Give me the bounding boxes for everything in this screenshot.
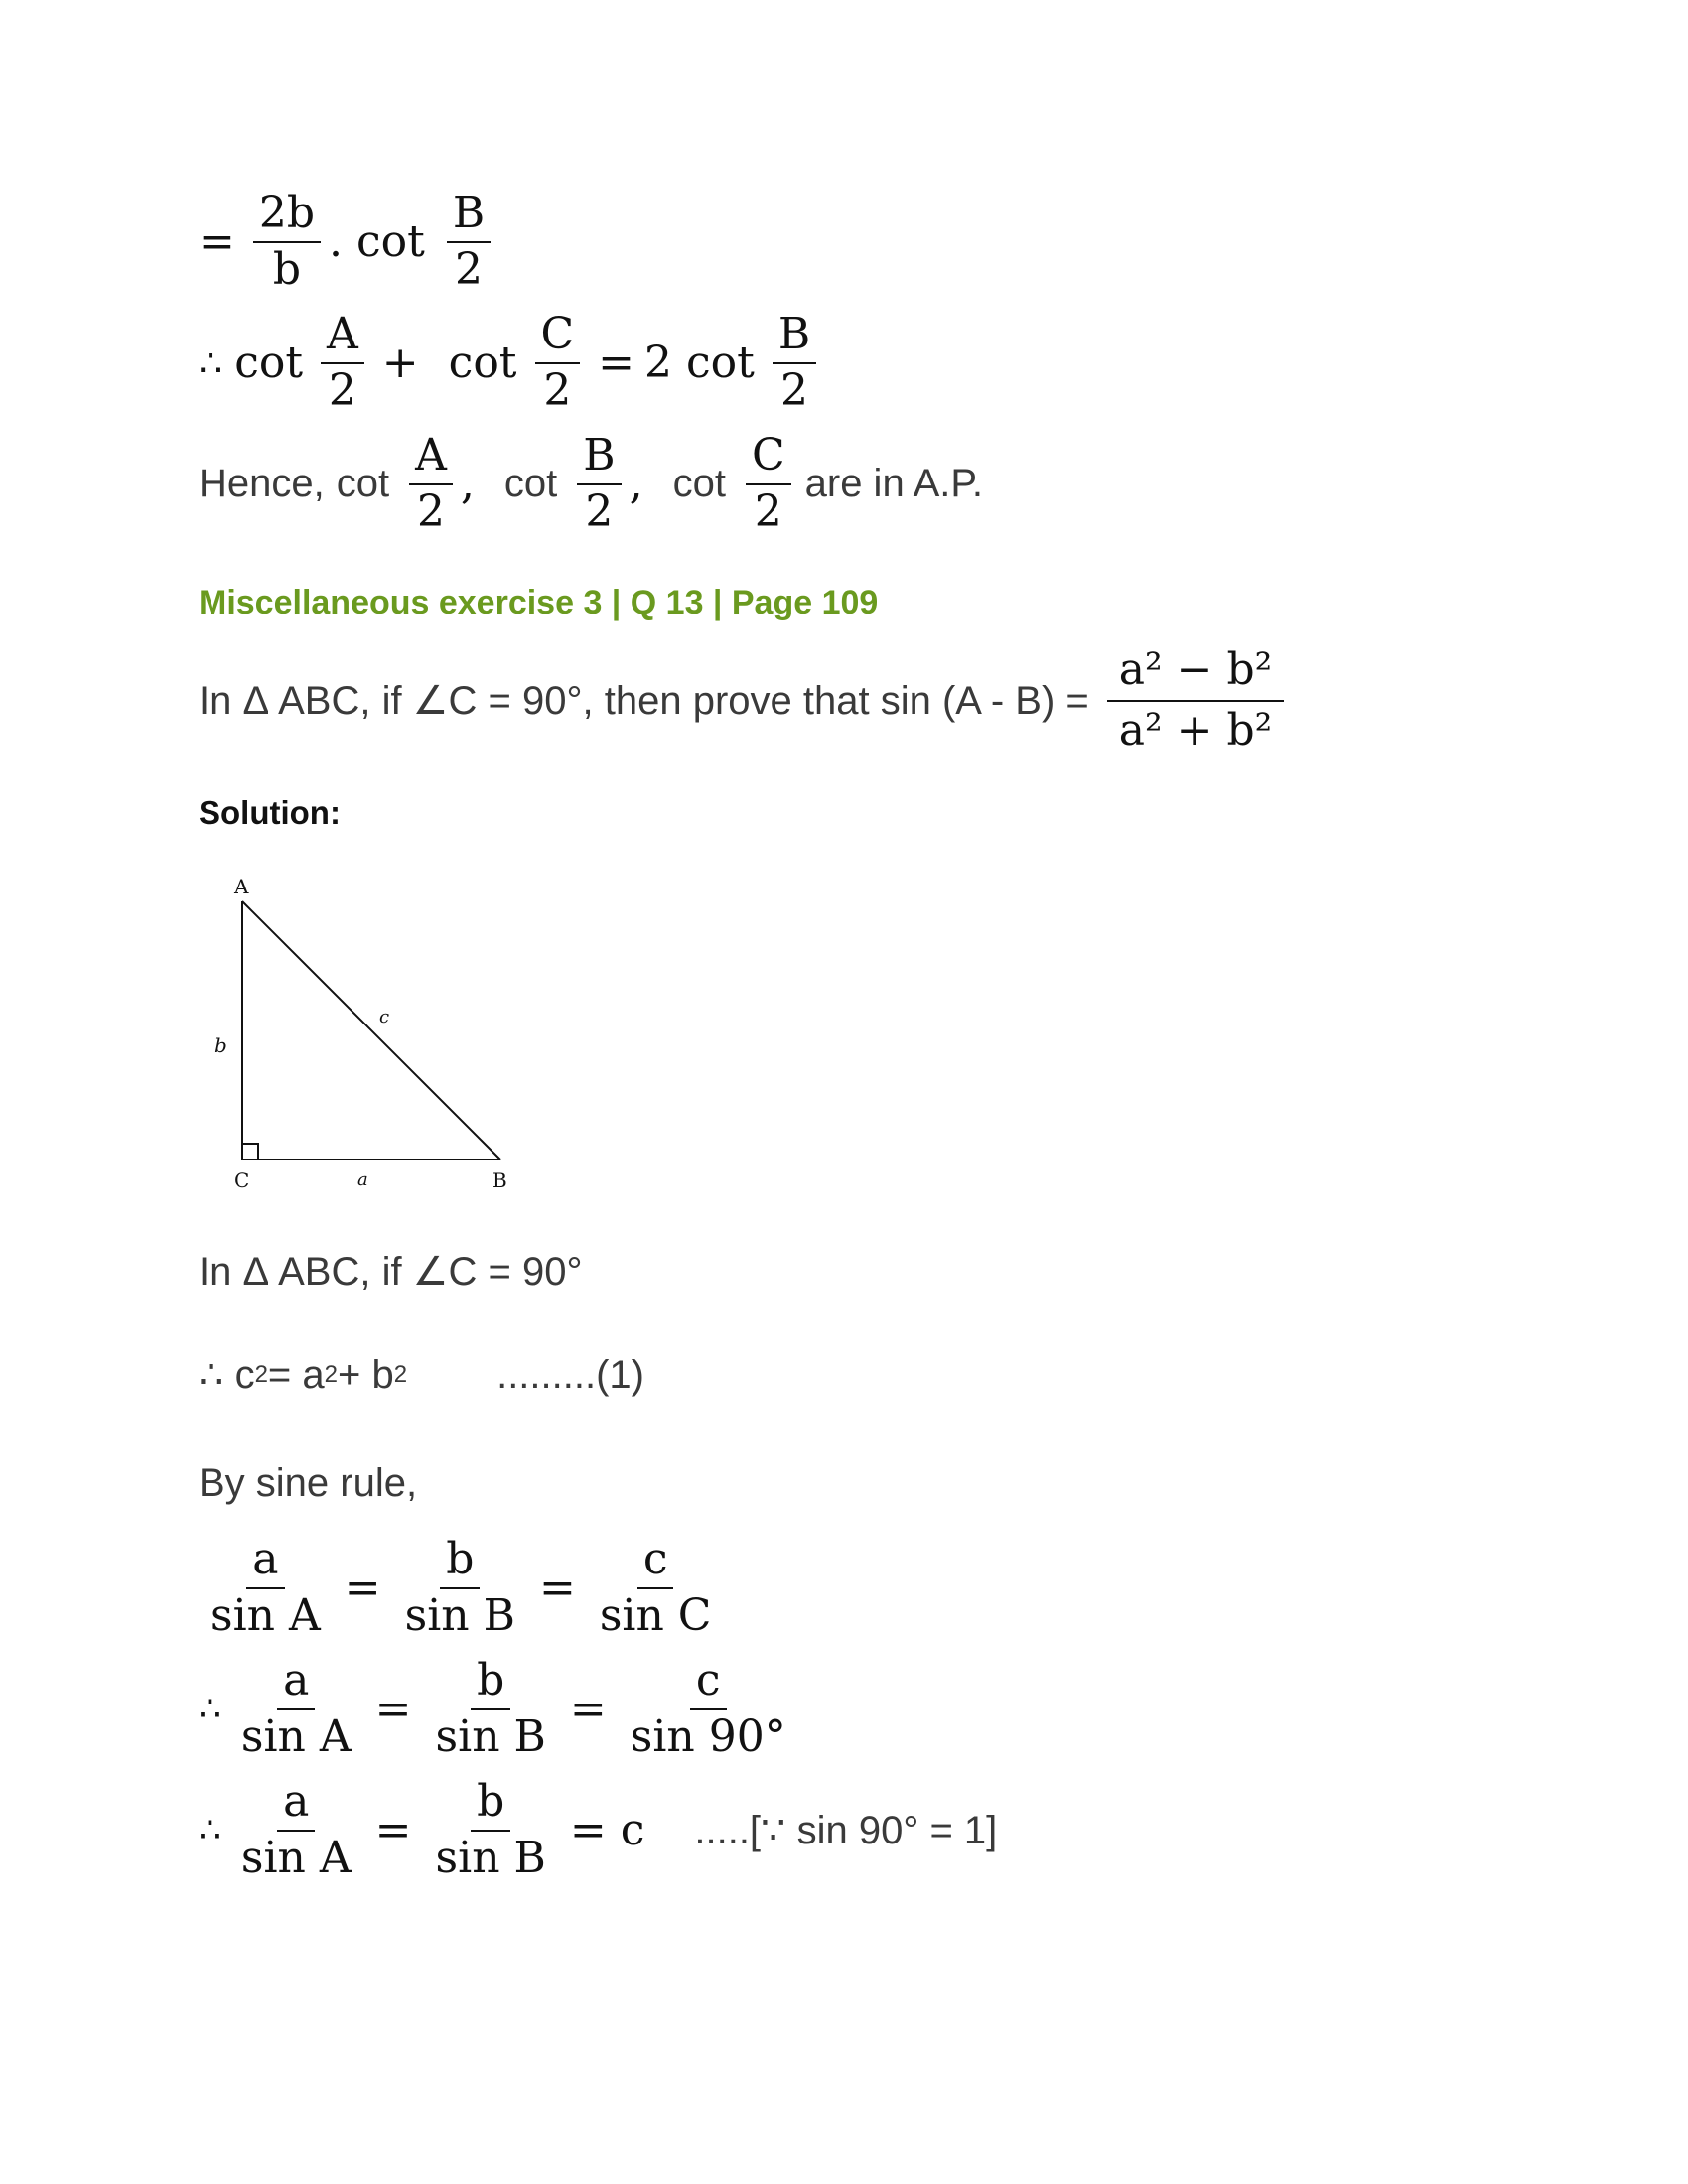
equation-line-1 (199, 189, 498, 295)
cot-label: cot (336, 462, 390, 506)
comma: , (629, 459, 643, 510)
fraction-c-over-sin90 (625, 1656, 792, 1762)
term-b: + b (338, 1352, 394, 1397)
dot-cot: . cot (329, 216, 425, 268)
equals-sign: = (374, 1684, 412, 1735)
fraction-b-over-sinB (430, 1777, 552, 1883)
plus-sign: + (381, 338, 419, 389)
denominator: sin B (435, 1710, 546, 1762)
exponent: 2 (324, 1361, 338, 1388)
therefore-symbol: ∴ (199, 341, 223, 385)
fraction-c-over-sinC (594, 1535, 718, 1641)
denominator: 2 (417, 485, 445, 537)
equals-sign: = (374, 1805, 412, 1856)
fraction-b-over-2 (773, 310, 816, 416)
question-statement (199, 645, 1292, 755)
therefore-symbol: ∴ (199, 1810, 221, 1851)
conclusion-text: are in A.P. (804, 462, 984, 506)
question-heading: Miscellaneous exercise 3 | Q 13 | Page 109 (199, 584, 879, 621)
numerator: C (535, 310, 581, 364)
denominator: sin B (404, 1589, 515, 1641)
exponent: 2 (393, 1361, 408, 1388)
equation-reference: .........(1) (496, 1352, 644, 1397)
denominator: sin A (240, 1832, 352, 1883)
cot-label: cot (503, 462, 558, 506)
comma: , (460, 459, 475, 510)
hence-text: Hence, (199, 462, 325, 506)
numerator: B (577, 431, 621, 485)
numerator: a (246, 1535, 284, 1589)
fraction-2b-over-b (253, 189, 321, 295)
numerator: C (746, 431, 791, 485)
right-angle-mark (242, 1144, 258, 1160)
numerator: B (773, 310, 816, 364)
numerator: a (277, 1777, 315, 1832)
fraction-c-over-2 (535, 310, 581, 416)
fraction-a-over-sinA (235, 1656, 357, 1762)
step-sine-rule-label: By sine rule, (199, 1461, 418, 1505)
vertex-c-label: C (234, 1168, 250, 1192)
term-a: = a (267, 1352, 325, 1397)
numerator: a² − b² (1107, 645, 1285, 702)
side-b-label: b (214, 1033, 227, 1057)
therefore-symbol: ∴ (199, 1689, 221, 1730)
two-cot-label: 2 cot (644, 338, 755, 389)
side-ab (242, 901, 500, 1160)
numerator: B (447, 189, 491, 243)
denominator: sin A (240, 1710, 352, 1762)
denominator: 2 (328, 364, 356, 416)
equals-sign: = (569, 1684, 607, 1735)
fraction-b-over-2 (447, 189, 491, 295)
step-given: In Δ ABC, if ∠C = 90° (199, 1250, 583, 1294)
side-c-label: c (379, 1007, 390, 1027)
numerator: b (471, 1656, 510, 1710)
numerator: c (637, 1535, 674, 1589)
question-fraction (1107, 645, 1285, 755)
denominator: sin C (599, 1589, 712, 1641)
denominator: sin A (211, 1589, 321, 1641)
fraction-a-over-2 (409, 431, 453, 537)
solution-label: Solution: (199, 794, 341, 831)
fraction-a-over-sinA (205, 1535, 327, 1641)
denominator: b (272, 243, 302, 295)
equals-c: = c (569, 1805, 645, 1856)
vertex-a-label: A (234, 875, 249, 898)
numerator: c (690, 1656, 727, 1710)
denominator: 2 (455, 243, 484, 295)
fraction-a-over-sinA (235, 1777, 357, 1883)
right-triangle-figure (199, 864, 556, 1201)
equation-line-2 (199, 310, 824, 416)
fraction-b-over-2 (577, 431, 621, 537)
side-a-label: a (357, 1169, 368, 1190)
equals-sign: = (344, 1563, 381, 1614)
denominator: a² + b² (1118, 704, 1273, 755)
numerator: A (409, 431, 453, 485)
numerator: A (321, 310, 364, 364)
cot-label: cot (234, 338, 304, 389)
denominator: sin B (435, 1832, 546, 1883)
fraction-b-over-sinB (430, 1656, 552, 1762)
fraction-a-over-2 (321, 310, 364, 416)
denominator: 2 (780, 364, 809, 416)
denominator: 2 (754, 485, 782, 537)
sine-rule-row-1 (205, 1535, 725, 1641)
exponent: 2 (254, 1361, 268, 1388)
denominator: sin 90° (630, 1710, 786, 1762)
equation-line-3 (199, 431, 983, 537)
question-text: In Δ ABC, if ∠C = 90°, then prove that sin (A - B) = (199, 678, 1089, 723)
equals-sign: = (598, 338, 635, 389)
numerator: b (440, 1535, 480, 1589)
lhs-c: ∴ c (199, 1353, 255, 1397)
numerator: b (471, 1777, 510, 1832)
numerator: 2b (253, 189, 321, 243)
equals-sign: = (199, 216, 235, 268)
cot-label: cot (448, 338, 517, 389)
sine-rule-row-2 (199, 1656, 800, 1762)
sine-rule-row-3 (199, 1777, 997, 1883)
equals-sign: = (538, 1563, 576, 1614)
cot-label: cot (672, 462, 726, 506)
vertex-b-label: B (492, 1168, 507, 1192)
fraction-b-over-sinB (399, 1535, 521, 1641)
step-pythagoras (199, 1352, 644, 1398)
numerator: a (277, 1656, 315, 1710)
denominator: 2 (543, 364, 572, 416)
justification-note: .....[∵ sin 90° = 1] (694, 1808, 998, 1852)
denominator: 2 (585, 485, 614, 537)
fraction-c-over-2 (746, 431, 791, 537)
